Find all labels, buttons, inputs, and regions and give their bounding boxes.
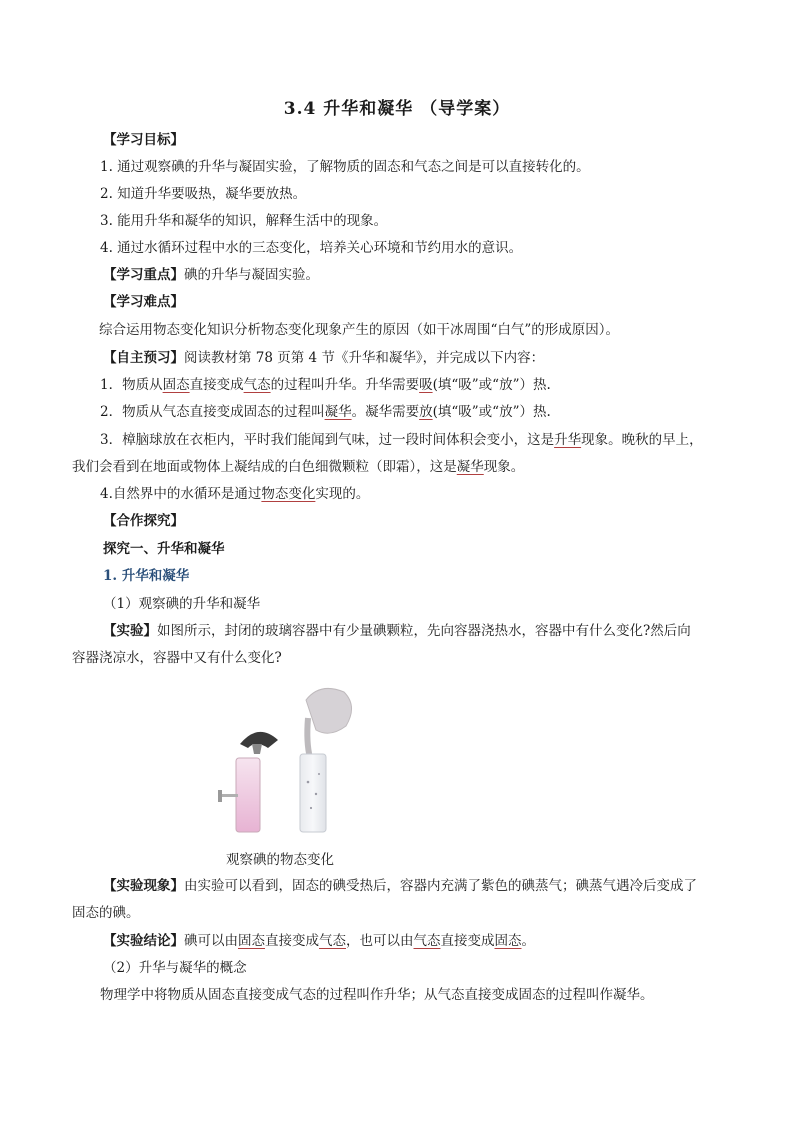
q1-answer-1: 固态 <box>162 377 190 393</box>
q3-answer-1: 升华 <box>554 432 582 448</box>
conclusion-label: 【实验结论】 <box>103 933 184 949</box>
preview-label: 【自主预习】 <box>103 350 184 366</box>
q2-text: 2．物质从气态直接变成固态的过程叫 <box>100 404 325 420</box>
iodine-crystal <box>315 793 317 795</box>
goal-item-4: 4. 通过水循环过程中水的三态变化，培养关心环境和节约用水的意识。 <box>100 240 523 256</box>
explore-header: 【合作探究】 <box>103 513 184 529</box>
q3-text: 我们会看到在地面或物体上凝结成的白色细微颗粒（即霜），这是 <box>72 459 457 475</box>
preview-question-3 <box>100 430 703 450</box>
q4-answer: 物态变化 <box>261 486 316 502</box>
iodine-crystal <box>318 773 320 775</box>
q1-answer-3: 吸 <box>419 377 433 393</box>
q3-answer-2: 凝华 <box>456 459 484 475</box>
preview-question-1 <box>100 375 551 395</box>
iodine-experiment-image <box>210 682 370 842</box>
q1-text: 1．物质从 <box>100 377 163 393</box>
difficulty-header: 【学习难点】 <box>103 294 184 310</box>
conclusion-text: 直接变成 <box>440 933 495 949</box>
phenomenon-line-2: 固态的碘。 <box>72 905 140 921</box>
water-stream <box>252 744 262 754</box>
key-point-text: 碘的升华与凝固实验。 <box>184 267 319 283</box>
tube-clamp <box>220 794 238 797</box>
key-point <box>103 265 319 285</box>
q4-text: 实现的。 <box>315 486 370 502</box>
key-point-label: 【学习重点】 <box>103 267 184 283</box>
q4-text: 4.自然界中的水循环是通过 <box>100 486 262 502</box>
q3-text: 3．樟脑球放在衣柜内，平时我们能闻到气味，过一段时间体积会变小，这是 <box>100 432 555 448</box>
iodine-experiment-illustration <box>210 682 370 842</box>
section-heading: 1. 升华和凝华 <box>103 568 190 584</box>
q2-answer-1: 凝华 <box>324 404 352 420</box>
preview-question-2 <box>100 402 551 422</box>
experiment-label: 【实验】 <box>103 623 157 639</box>
phenomenon-line-1 <box>103 876 697 896</box>
q1-answer-2: 气态 <box>243 377 271 393</box>
experiment-text: 如图所示，封闭的玻璃容器中有少量碘颗粒，先向容器浇热水，容器中有什么变化?然后向 <box>157 623 691 639</box>
water-beaker <box>306 688 352 733</box>
q3-text: 现象。晚秋的早上， <box>581 432 703 448</box>
preview-question-3-cont <box>72 457 524 477</box>
goals-header: 【学习目标】 <box>103 132 184 148</box>
q1-text: 的过程叫升华。升华需要 <box>270 377 420 393</box>
heated-tube <box>236 758 260 832</box>
conclusion-text: ，也可以由 <box>346 933 414 949</box>
iodine-crystal <box>307 781 310 784</box>
preview-intro <box>103 348 544 368</box>
goal-item-3: 3. 能用升华和凝华的知识，解释生活中的现象。 <box>100 213 388 229</box>
conclusion-text: 。 <box>521 933 535 949</box>
conclusion-answer-2: 气态 <box>319 933 346 949</box>
goal-item-1: 1. 通过观察碘的升华与凝固实验，了解物质的固态和气态之间是可以直接转化的。 <box>100 159 590 175</box>
conclusion-text: 直接变成 <box>265 933 319 949</box>
part-1-heading: （1）观察碘的升华和凝华 <box>103 596 261 612</box>
conclusion-line <box>103 931 535 951</box>
experiment-line-1 <box>103 621 691 641</box>
concept-definition: 物理学中将物质从固态直接变成气态的过程叫作升华；从气态直接变成固态的过程叫作凝华。 <box>100 987 654 1003</box>
phenomenon-label: 【实验现象】 <box>103 878 184 894</box>
iodine-crystal <box>310 807 312 809</box>
clamp-knob <box>218 790 222 802</box>
conclusion-answer-4: 固态 <box>494 933 522 949</box>
page-title: 3.4 升华和凝华 （导学案） <box>283 99 511 119</box>
q1-text: (填“吸”或“放”）热. <box>432 377 551 393</box>
conclusion-text: 碘可以由 <box>184 933 238 949</box>
explore-subheading: 探究一、升华和凝华 <box>103 541 225 557</box>
conclusion-answer-3: 气态 <box>413 933 441 949</box>
pouring-water <box>307 718 310 758</box>
preview-intro-text: 阅读教材第 78 页第 4 节《升华和凝华》，并完成以下内容： <box>184 350 545 366</box>
figure-caption: 观察碘的物态变化 <box>226 852 334 868</box>
q2-text: (填“吸”或“放”）热. <box>432 404 551 420</box>
part-2-heading: （2）升华与凝华的概念 <box>103 960 247 976</box>
q3-text: 现象。 <box>483 459 525 475</box>
preview-question-4 <box>100 484 369 504</box>
q1-text: 直接变成 <box>189 377 244 393</box>
conclusion-answer-1: 固态 <box>238 933 265 949</box>
q2-answer-2: 放 <box>419 404 433 420</box>
difficulty-text: 综合运用物态变化知识分析物态变化现象产生的原因（如干冰周围“白气”的形成原因）。 <box>99 322 620 338</box>
phenomenon-text: 由实验可以看到，固态的碘受热后，容器内充满了紫色的碘蒸气；碘蒸气遇冷后变成了 <box>184 878 697 894</box>
experiment-line-2: 容器浇凉水，容器中又有什么变化? <box>72 650 282 666</box>
q2-text: 。凝华需要 <box>351 404 420 420</box>
goal-item-2: 2. 知道升华要吸热，凝华要放热。 <box>100 186 307 202</box>
cooled-tube <box>300 754 326 832</box>
